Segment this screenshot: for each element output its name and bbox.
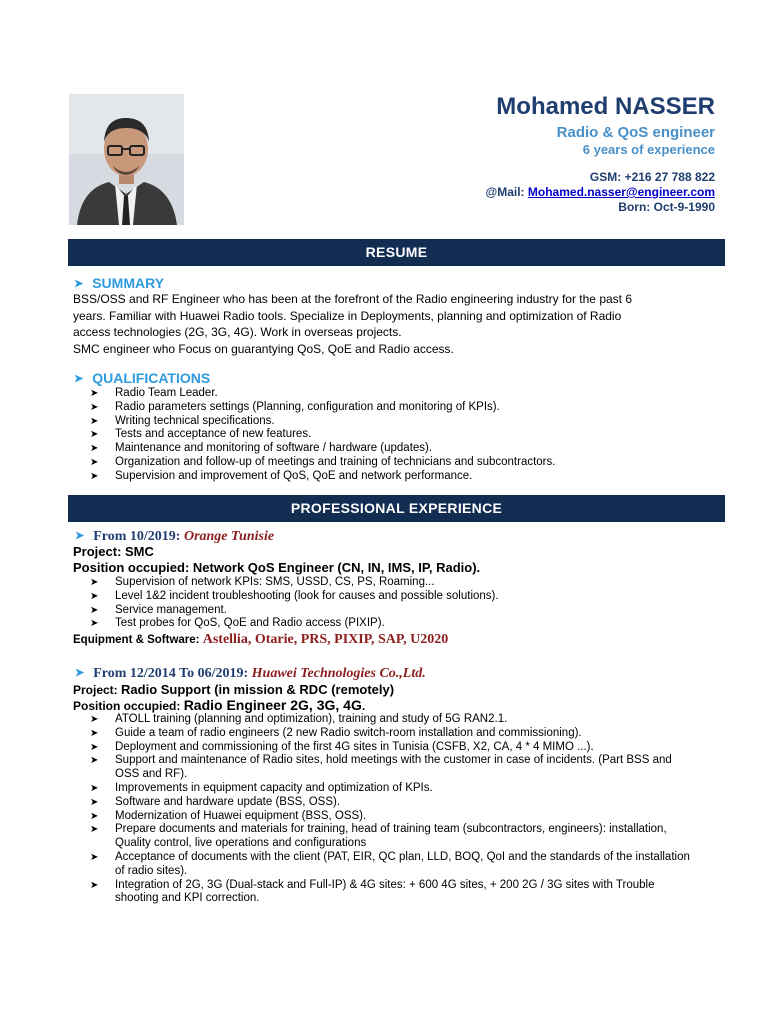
position-value: Radio Engineer 2G, 3G, 4G [183, 697, 362, 713]
list-item [90, 617, 690, 631]
summary-line: SMC engineer who Focus on guarantying QoS, QoE and Radio access. [73, 341, 454, 356]
list-item-text: Support and maintenance of Radio sites, hold meetings with the customer in case of incidents. (Part BSS and OSS and RF). [115, 754, 672, 781]
position-end: . [361, 699, 366, 713]
arrow-bullet-icon: ➤ [90, 755, 99, 767]
arrow-bullet-icon: ➤ [90, 714, 99, 725]
list-item-text: Software and hardware update (BSS, OSS). [115, 795, 341, 808]
email-link[interactable]: Mohamed.nasser@engineer.com [527, 185, 715, 199]
job-period: From 10/2019: [93, 529, 181, 544]
list-item [90, 590, 690, 604]
phone-number: GSM: +216 27 788 822 [589, 170, 715, 184]
arrow-bullet-icon: ➤ [90, 810, 99, 822]
arrow-bullet-icon: ➤ [90, 851, 99, 863]
arrow-bullet-icon: ➤ [90, 796, 99, 808]
list-item [90, 823, 690, 851]
list-item-text: Radio Team Leader. [115, 387, 218, 399]
experience-banner: PROFESSIONAL EXPERIENCE [68, 495, 725, 522]
position-label: Position occupied: [73, 699, 181, 713]
list-item [90, 576, 690, 590]
list-item-text: Supervision of network KPIs: SMS, USSD, CS, PS, Roaming... [115, 576, 435, 588]
candidate-name: Mohamed NASSER [496, 93, 715, 120]
list-item [90, 401, 710, 415]
summary-line: access technologies (2G, 3G, 4G). Work in overseas projects. [73, 325, 402, 340]
summary-line: BSS/OSS and RF Engineer who has been at the forefront of the Radio engineering industry for the past 6 [73, 292, 633, 306]
summary-title: SUMMARY [92, 275, 165, 291]
list-item-text: Tests and acceptance of new features. [115, 428, 312, 441]
candidate-role: Radio & QoS engineer [556, 124, 715, 141]
list-item [90, 713, 690, 727]
list-item [90, 415, 710, 429]
job-project [73, 682, 394, 698]
profile-photo [69, 94, 184, 225]
list-item [90, 782, 690, 796]
arrow-bullet-icon: ➤ [90, 590, 99, 602]
arrow-bullet-icon: ➤ [75, 530, 85, 542]
email-line [486, 185, 716, 200]
birth-date: Born: Oct-9-1990 [618, 200, 715, 214]
summary-line: years. Familiar with Huawei Radio tools. Specialize in Deployments, planning and optimization of Radio [73, 308, 622, 323]
list-item-text: Prepare documents and materials for training, head of training team (subcontractors, engineers): installation, Quality control, live operations and configurations [115, 823, 667, 850]
summary-text [73, 291, 693, 357]
list-item [90, 442, 710, 456]
job-duties-list [90, 713, 690, 906]
arrow-bullet-icon: ➤ [90, 443, 99, 455]
arrow-bullet-icon: ➤ [90, 782, 99, 794]
job-period: From 12/2014 To 06/2019: [93, 666, 249, 681]
qualifications-list [90, 387, 710, 484]
list-item [90, 727, 690, 741]
arrow-bullet-icon: ➤ [90, 618, 99, 630]
list-item [90, 754, 690, 782]
list-item-text: Acceptance of documents with the client (PAT, EIR, QC plan, LLD, BOQ, QoI and the standards of the installation of radio sites). [115, 850, 690, 877]
arrow-bullet-icon: ➤ [90, 604, 99, 616]
list-item [90, 879, 690, 907]
arrow-bullet-icon: ➤ [90, 401, 99, 413]
list-item [90, 810, 690, 824]
arrow-bullet-icon: ➤ [90, 577, 99, 588]
job-project: Project: SMC [73, 544, 154, 559]
equipment-value: Astellia, Otarie, PRS, PIXIP, SAP, U2020 [202, 632, 449, 647]
list-item-text: Guide a team of radio engineers (2 new Radio switch-room installation and commissioning). [115, 726, 582, 739]
project-value: Radio Support (in mission & RDC (remotely) [121, 682, 395, 697]
list-item-text: Maintenance and monitoring of software / hardware (updates). [115, 442, 433, 455]
arrow-bullet-icon: ➤ [74, 278, 84, 290]
list-item [90, 604, 690, 618]
arrow-bullet-icon: ➤ [90, 470, 99, 482]
qualifications-heading [74, 370, 210, 388]
list-item-text: Supervision and improvement of QoS, QoE and network performance. [115, 469, 473, 482]
job-company: Huawei Technologies Co.,Ltd. [251, 666, 426, 681]
list-item [90, 470, 710, 484]
job-heading [75, 666, 426, 682]
arrow-bullet-icon: ➤ [90, 879, 99, 891]
arrow-bullet-icon: ➤ [90, 429, 99, 441]
list-item-text: Test probes for QoS, QoE and Radio access (PIXIP). [115, 617, 385, 630]
list-item-text: Organization and follow-up of meetings and training of technicians and subcontractors. [115, 455, 556, 468]
job-position [73, 697, 365, 714]
list-item [90, 796, 690, 810]
job-position: Position occupied: Network QoS Engineer (CN, IN, IMS, IP, Radio). [73, 560, 481, 575]
arrow-bullet-icon: ➤ [74, 373, 84, 385]
arrow-bullet-icon: ➤ [90, 824, 99, 836]
list-item [90, 851, 690, 879]
project-label: Project: [73, 683, 118, 697]
list-item-text: Modernization of Huawei equipment (BSS, OSS). [115, 809, 367, 822]
list-item [90, 387, 710, 401]
arrow-bullet-icon: ➤ [90, 741, 99, 753]
list-item [90, 456, 710, 470]
list-item-text: ATOLL training (planning and optimization), training and study of 5G RAN2.1. [115, 713, 508, 725]
job-heading [75, 529, 274, 545]
list-item-text: Radio parameters settings (Planning, configuration and monitoring of KPIs). [115, 400, 500, 413]
list-item-text: Improvements in equipment capacity and optimization of KPIs. [115, 781, 433, 794]
job-duties-list [90, 576, 690, 631]
list-item-text: Integration of 2G, 3G (Dual-stack and Full-IP) & 4G sites: + 600 4G sites, + 200 2G / 3G sites with Trouble shooting and KPI correction. [115, 878, 655, 905]
job-company: Orange Tunisie [183, 529, 275, 544]
list-item-text: Level 1&2 incident troubleshooting (look for causes and possible solutions). [115, 589, 499, 602]
arrow-bullet-icon: ➤ [90, 415, 99, 427]
arrow-bullet-icon: ➤ [90, 456, 99, 468]
equipment-label: Equipment & Software: [73, 634, 200, 646]
list-item [90, 741, 690, 755]
list-item-text: Service management. [115, 603, 227, 616]
resume-banner: RESUME [68, 239, 725, 266]
list-item-text: Deployment and commissioning of the first 4G sites in Tunisia (CSFB, X2, CA, 4 * 4 MIMO ...). [115, 740, 594, 753]
arrow-bullet-icon: ➤ [90, 388, 99, 399]
list-item [90, 428, 710, 442]
qualifications-title: QUALIFICATIONS [92, 370, 211, 386]
arrow-bullet-icon: ➤ [90, 727, 99, 739]
equipment-line [73, 632, 448, 648]
years-of-experience: 6 years of experience [582, 142, 715, 157]
arrow-bullet-icon: ➤ [75, 667, 85, 679]
resume-header [486, 92, 716, 215]
email-label: @Mail: [485, 185, 525, 199]
list-item-text: Writing technical specifications. [115, 414, 275, 427]
